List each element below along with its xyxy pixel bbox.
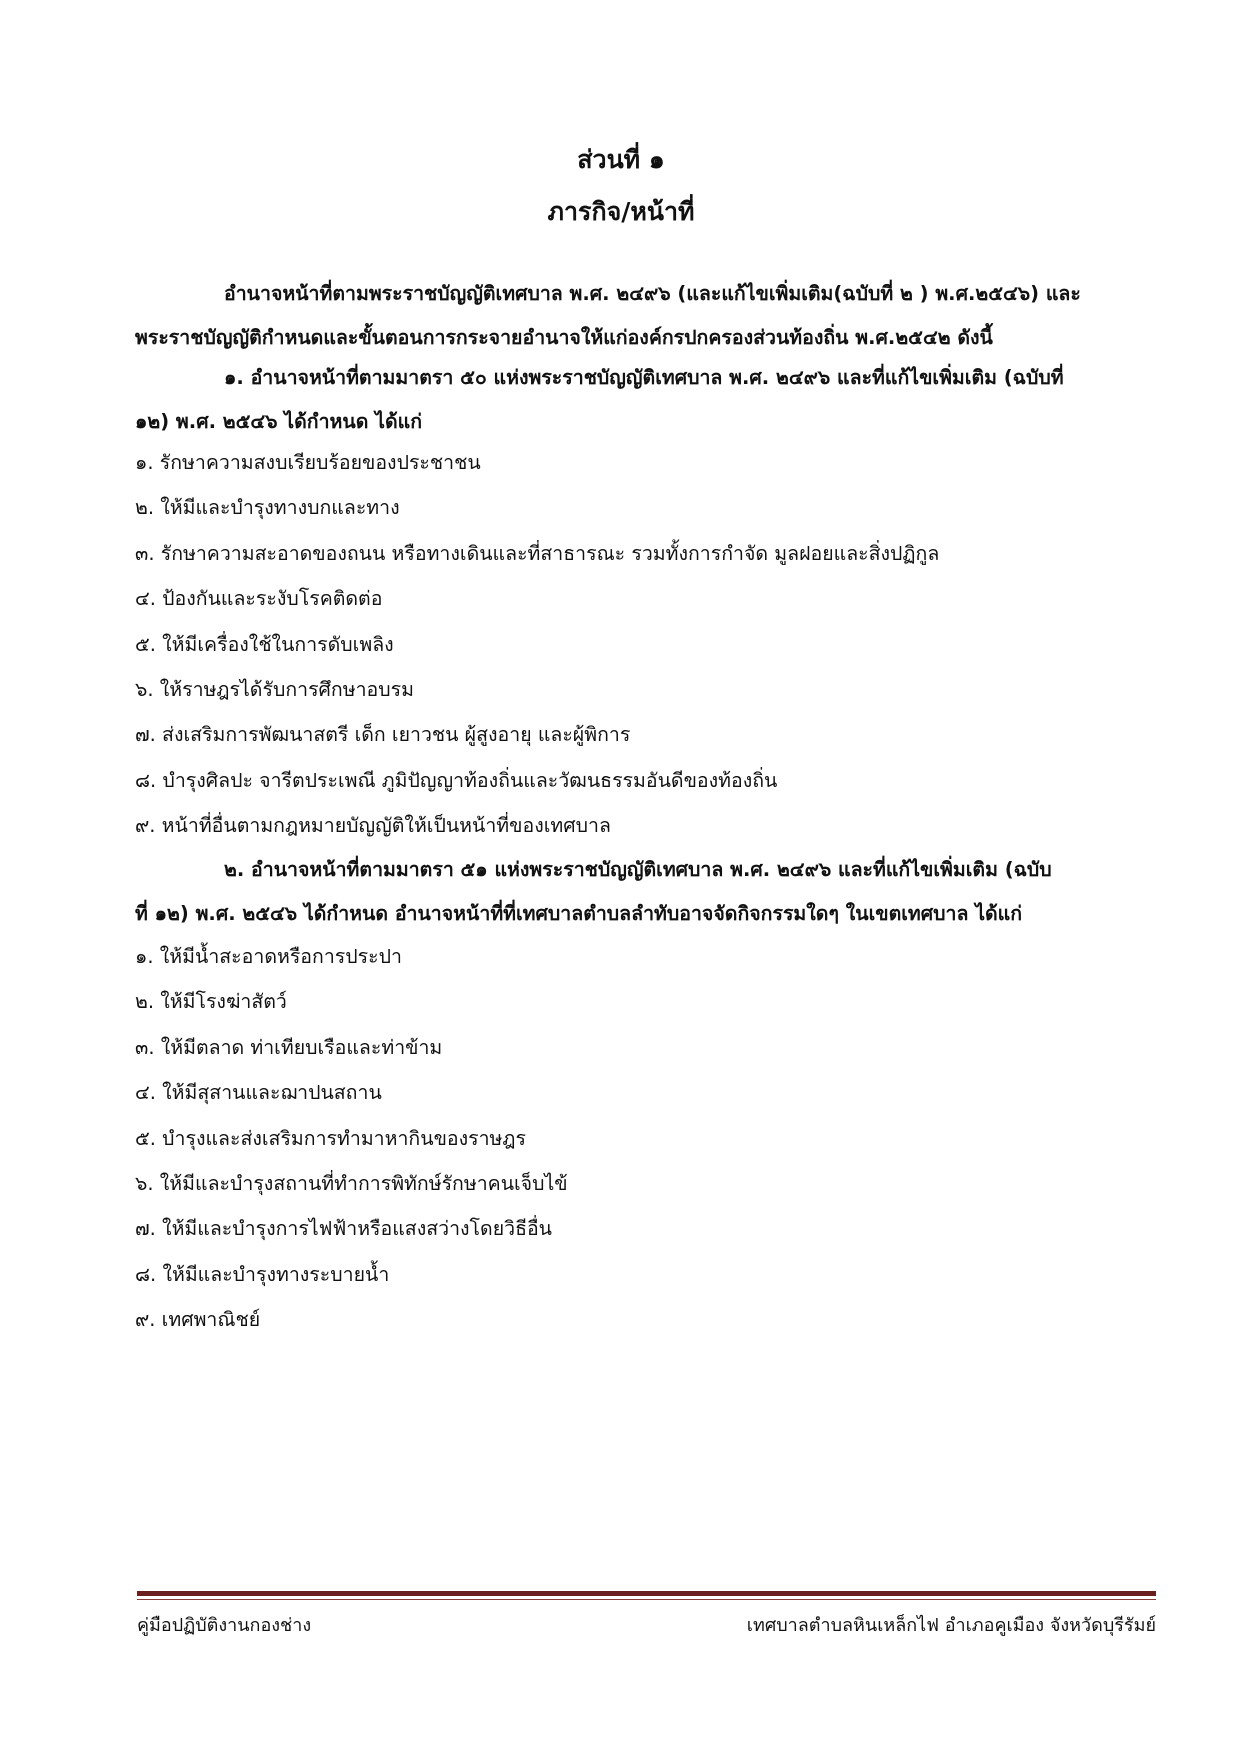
list-item: ๓. รักษาความสะอาดของถนน หรือทางเดินและที่สาธารณะ รวมทั้งการกำจัด มูลฝอยและสิ่งปฏิกูล [135,541,940,565]
section-1-line-2: ๑๒) พ.ศ. ๒๕๔๖ ได้กำหนด ได้แก่ [135,410,423,433]
intro-line-1: อำนาจหน้าที่ตามพระราชบัญญัติเทศบาล พ.ศ. ๒๔๙๖ (และแก้ไขเพิ่มเติม(ฉบับที่ ๒ ) พ.ศ.๒๕๔๖) และ [224,282,1081,305]
intro-line-2: พระราชบัญญัติกำหนดและขั้นตอนการกระจายอำนาจให้แก่องค์กรปกครองส่วนท้องถิ่น พ.ศ.๒๕๔๒ ดังนี้ [135,326,993,349]
list-item: ๔. ให้มีสุสานและฌาปนสถาน [135,1081,382,1105]
page-title: ภารกิจ/หน้าที่ [547,197,695,226]
list-item: ๔. ป้องกันและระงับโรคติดต่อ [135,587,383,611]
section-2-line-1: ๒. อำนาจหน้าที่ตามมาตรา ๕๑ แห่งพระราชบัญญัติเทศบาล พ.ศ. ๒๔๙๖ และที่แก้ไขเพิ่มเติม (ฉบับ [224,858,1052,881]
section-2-line-2: ที่ ๑๒) พ.ศ. ๒๕๔๖ ได้กำหนด อำนาจหน้าที่ที่เทศบาลตำบลลำทับอาจจัดกิจกรรมใดๆ ในเขตเทศบาล ได้แก่ [135,902,1023,925]
section-2-heading [135,848,1163,936]
list-item: ๗. ส่งเสริมการพัฒนาสตรี เด็ก เยาวชน ผู้สูงอายุ และผู้พิการ [135,723,631,747]
section-1-heading [135,356,1163,444]
footer-divider [137,1591,1156,1596]
part-heading: ส่วนที่ ๑ [577,145,665,174]
footer-organization: เทศบาลตำบลหินเหล็กไฟ อำเภอคูเมือง จังหวัดบุรีรัมย์ [746,1615,1156,1636]
list-item: ๑. ให้มีน้ำสะอาดหรือการประปา [135,945,402,968]
footer-divider-thin [137,1599,1156,1600]
list-item: ๕. บำรุงและส่งเสริมการทำมาหากินของราษฎร [135,1126,526,1150]
list-item: ๒. ให้มีและบำรุงทางบกและทาง [135,496,400,520]
list-item: ๙. เทศพาณิชย์ [135,1308,261,1332]
list-item: ๑. รักษาความสงบเรียบร้อยของประชาชน [135,451,481,474]
list-item: ๖. ให้ราษฎรได้รับการศึกษาอบรม [135,678,414,702]
list-item: ๘. ให้มีและบำรุงทางระบายน้ำ [135,1262,390,1286]
list-item: ๖. ให้มีและบำรุงสถานที่ทำการพิทักษ์รักษาคนเจ็บไข้ [135,1172,568,1196]
list-item: ๘. บำรุงศิลปะ จารีตประเพณี ภูมิปัญญาท้องถิ่นและวัฒนธรรมอันดีของท้องถิ่น [135,768,778,792]
section-1-list [135,440,939,849]
footer-manual-title: คู่มือปฏิบัติงานกองช่าง [137,1615,312,1636]
section-2-list [135,934,568,1343]
intro-paragraph [135,272,1163,360]
list-item: ๓. ให้มีตลาด ท่าเทียบเรือและท่าข้าม [135,1035,443,1059]
section-1-line-1: ๑. อำนาจหน้าที่ตามมาตรา ๕๐ แห่งพระราชบัญญัติเทศบาล พ.ศ. ๒๔๙๖ และที่แก้ไขเพิ่มเติม (ฉบับที่ [224,366,1064,389]
list-item: ๒. ให้มีโรงฆ่าสัตว์ [135,990,287,1014]
list-item: ๕. ให้มีเครื่องใช้ในการดับเพลิง [135,632,394,656]
list-item: ๗. ให้มีและบำรุงการไฟฟ้าหรือแสงสว่างโดยวิธีอื่น [135,1217,553,1241]
list-item: ๙. หน้าที่อื่นตามกฎหมายบัญญัติให้เป็นหน้าที่ของเทศบาล [135,814,611,838]
